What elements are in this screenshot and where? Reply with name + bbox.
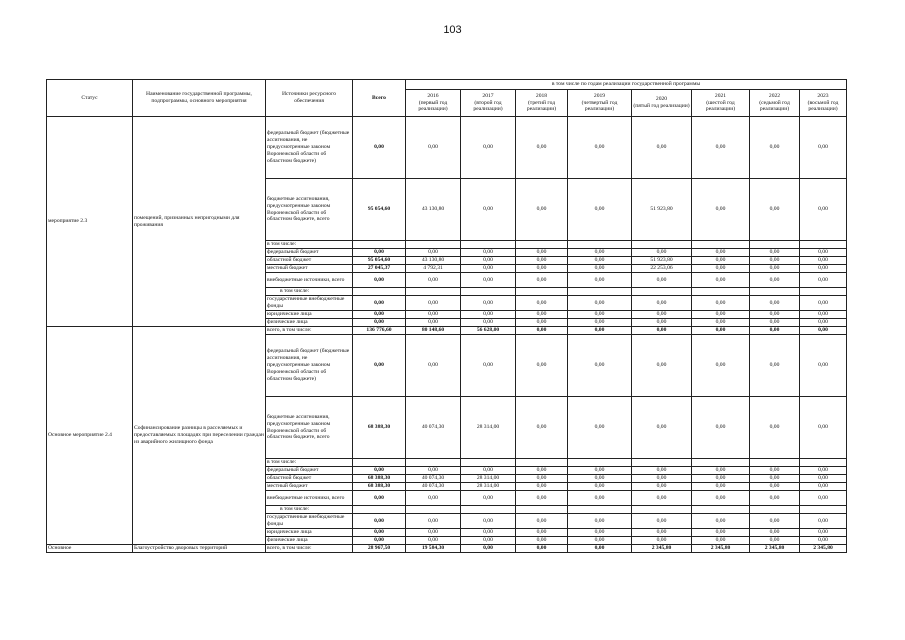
header-year-number: 2018 xyxy=(535,92,548,99)
year-value-cell xyxy=(461,506,516,514)
year-value-cell: 40 074,30 xyxy=(406,475,461,483)
year-value-cell: 0,00 xyxy=(800,537,847,545)
total-cell xyxy=(353,506,406,514)
total-cell: 68 388,30 xyxy=(353,483,406,491)
year-value-cell: 0,00 xyxy=(406,249,461,257)
total-cell: 0,00 xyxy=(353,319,406,327)
total-cell: 0,00 xyxy=(353,514,406,529)
year-value-cell: 0,00 xyxy=(461,311,516,319)
header-year-2018 xyxy=(516,90,568,117)
total-cell: 68 388,30 xyxy=(353,475,406,483)
source-cell: местный бюджет xyxy=(266,483,353,491)
year-value-cell: 0,00 xyxy=(692,273,750,288)
year-value-cell: 0,00 xyxy=(516,514,568,529)
header-year-number: 2020 xyxy=(655,96,668,103)
source-cell: физические лица xyxy=(266,319,353,327)
year-value-cell: 0,00 xyxy=(406,311,461,319)
year-value-cell: 0,00 xyxy=(461,537,516,545)
year-value-cell: 2 345,80 xyxy=(632,545,692,553)
year-value-cell: 0,00 xyxy=(632,249,692,257)
year-value-cell: 0,00 xyxy=(632,491,692,506)
year-value-cell: 51 923,80 xyxy=(632,257,692,265)
year-value-cell: 0,00 xyxy=(800,397,847,459)
year-value-cell: 0,00 xyxy=(692,537,750,545)
year-value-cell: 0,00 xyxy=(516,311,568,319)
source-cell: физические лица xyxy=(266,537,353,545)
year-value-cell: 0,00 xyxy=(516,273,568,288)
header-year-label: (восьмой год реализации) xyxy=(807,99,839,113)
year-value-cell: 0,00 xyxy=(800,273,847,288)
year-value-cell: 0,00 xyxy=(568,545,632,553)
year-value-cell xyxy=(516,288,568,296)
year-value-cell: 0,00 xyxy=(692,529,750,537)
year-value-cell: 0,00 xyxy=(568,249,632,257)
year-value-cell: 0,00 xyxy=(568,257,632,265)
source-cell: федеральный бюджет xyxy=(266,249,353,257)
year-value-cell: 2 345,80 xyxy=(692,545,750,553)
year-value-cell xyxy=(406,241,461,249)
year-value-cell: 0,00 xyxy=(568,265,632,273)
year-value-cell: 0,00 xyxy=(632,467,692,475)
header-year-label: (второй год реализации) xyxy=(473,99,503,113)
year-value-cell: 0,00 xyxy=(516,475,568,483)
total-cell: 0,00 xyxy=(353,529,406,537)
header-year-number: 2016 xyxy=(427,92,439,99)
year-value-cell: 0,00 xyxy=(750,483,800,491)
year-value-cell: 0,00 xyxy=(750,475,800,483)
year-value-cell: 0,00 xyxy=(568,296,632,311)
header-year-2019 xyxy=(568,90,632,117)
total-cell: 0,00 xyxy=(353,273,406,288)
year-value-cell: 0,00 xyxy=(461,296,516,311)
source-cell: федеральный бюджет (бюджетные ассигнования, не предусмотренные законом Воронежской области об областном бюджете) xyxy=(266,335,353,397)
year-value-cell: 0,00 xyxy=(516,327,568,335)
year-value-cell xyxy=(406,506,461,514)
status-cell: мероприятие 2.3 xyxy=(47,117,133,327)
year-value-cell: 0,00 xyxy=(632,483,692,491)
year-value-cell: 0,00 xyxy=(406,491,461,506)
status-cell: Основное мероприятие 2.4 xyxy=(47,327,133,545)
year-value-cell: 0,00 xyxy=(632,327,692,335)
header-year-2016 xyxy=(406,90,461,117)
total-cell: 28 967,50 xyxy=(353,545,406,553)
year-value-cell: 0,00 xyxy=(692,397,750,459)
year-value-cell: 0,00 xyxy=(632,529,692,537)
year-value-cell: 0,00 xyxy=(692,311,750,319)
year-value-cell: 40 074,30 xyxy=(406,483,461,491)
header-year-label: (третий год реализации) xyxy=(526,99,557,113)
year-value-cell: 0,00 xyxy=(750,179,800,241)
year-value-cell: 0,00 xyxy=(516,467,568,475)
year-value-cell: 0,00 xyxy=(750,514,800,529)
year-value-cell: 0,00 xyxy=(800,265,847,273)
source-cell: всего, в том числе: xyxy=(266,327,353,335)
program-name-cell: Благоустройство дворовых территорий xyxy=(133,545,266,553)
year-value-cell: 0,00 xyxy=(632,335,692,397)
program-name-cell: помещений, признанных непригодными для проживания xyxy=(133,117,266,327)
header-year-2017 xyxy=(461,90,516,117)
year-value-cell xyxy=(800,288,847,296)
total-cell: 68 388,30 xyxy=(353,397,406,459)
header-program-name: Наименование государственной программы, подпрограммы, основного мероприятия xyxy=(133,80,266,117)
source-cell: местный бюджет xyxy=(266,265,353,273)
year-value-cell xyxy=(406,288,461,296)
year-value-cell: 0,00 xyxy=(692,319,750,327)
year-value-cell: 0,00 xyxy=(568,335,632,397)
year-value-cell: 0,00 xyxy=(632,296,692,311)
header-year-2021 xyxy=(692,90,750,117)
year-value-cell xyxy=(516,459,568,467)
year-value-cell: 0,00 xyxy=(516,257,568,265)
source-cell: бюджетные ассигнования, предусмотренные законом Воронежской области об областном бюджете, всего xyxy=(266,397,353,459)
header-status: Статус xyxy=(47,80,133,117)
header-year-number: 2017 xyxy=(482,92,494,99)
year-value-cell: 0,00 xyxy=(800,257,847,265)
year-value-cell: 0,00 xyxy=(750,319,800,327)
total-cell: 0,00 xyxy=(353,467,406,475)
source-cell: бюджетные ассигнования, предусмотренные законом Воронежской области об областном бюджете, всего xyxy=(266,179,353,241)
year-value-cell xyxy=(568,241,632,249)
total-cell xyxy=(353,288,406,296)
source-cell: внебюджетные источники, всего xyxy=(266,273,353,288)
year-value-cell: 0,00 xyxy=(692,257,750,265)
source-cell: в том числе: xyxy=(266,241,353,249)
year-value-cell: 40 074,30 xyxy=(406,397,461,459)
year-value-cell: 0,00 xyxy=(516,491,568,506)
year-value-cell: 0,00 xyxy=(800,249,847,257)
year-value-cell: 28 314,00 xyxy=(461,475,516,483)
year-value-cell: 0,00 xyxy=(800,483,847,491)
year-value-cell: 0,00 xyxy=(692,514,750,529)
year-value-cell: 0,00 xyxy=(461,273,516,288)
year-value-cell: 28 314,00 xyxy=(461,483,516,491)
header-year-2020 xyxy=(632,90,692,117)
year-value-cell xyxy=(568,506,632,514)
year-value-cell: 22 253,06 xyxy=(632,265,692,273)
year-value-cell: 0,00 xyxy=(568,483,632,491)
year-value-cell: 0,00 xyxy=(750,273,800,288)
year-value-cell: 0,00 xyxy=(800,475,847,483)
year-value-cell: 0,00 xyxy=(800,491,847,506)
header-sources: Источники ресурсного обеспечения xyxy=(266,80,353,117)
year-value-cell: 0,00 xyxy=(750,257,800,265)
year-value-cell xyxy=(750,506,800,514)
year-value-cell: 0,00 xyxy=(800,327,847,335)
year-value-cell xyxy=(632,288,692,296)
year-value-cell: 0,00 xyxy=(750,296,800,311)
source-cell: юридические лица xyxy=(266,311,353,319)
status-cell: Основное xyxy=(47,545,133,553)
year-value-cell: 19 584,30 xyxy=(406,545,461,553)
year-value-cell xyxy=(800,506,847,514)
year-value-cell: 0,00 xyxy=(632,117,692,179)
year-value-cell: 0,00 xyxy=(406,529,461,537)
year-value-cell: 0,00 xyxy=(406,467,461,475)
year-value-cell: 0,00 xyxy=(692,475,750,483)
year-value-cell xyxy=(516,241,568,249)
total-cell: 0,00 xyxy=(353,117,406,179)
header-year-number: 2019 xyxy=(593,92,606,99)
year-value-cell xyxy=(461,241,516,249)
total-cell: 27 045,37 xyxy=(353,265,406,273)
year-value-cell: 0,00 xyxy=(568,467,632,475)
year-value-cell: 0,00 xyxy=(568,311,632,319)
year-value-cell: 0,00 xyxy=(692,467,750,475)
year-value-cell xyxy=(461,288,516,296)
year-value-cell xyxy=(800,459,847,467)
year-value-cell: 0,00 xyxy=(568,537,632,545)
year-value-cell xyxy=(750,288,800,296)
year-value-cell: 0,00 xyxy=(406,319,461,327)
year-value-cell: 0,00 xyxy=(568,491,632,506)
year-value-cell: 4 792,31 xyxy=(406,265,461,273)
year-value-cell: 0,00 xyxy=(632,397,692,459)
year-value-cell: 0,00 xyxy=(800,296,847,311)
total-cell: 0,00 xyxy=(353,311,406,319)
year-value-cell xyxy=(568,459,632,467)
year-value-cell: 0,00 xyxy=(692,179,750,241)
source-cell: внебюджетные источники, всего xyxy=(266,491,353,506)
source-cell: областной бюджет xyxy=(266,257,353,265)
year-value-cell: 0,00 xyxy=(568,319,632,327)
total-cell: 95 054,60 xyxy=(353,179,406,241)
year-value-cell: 0,00 xyxy=(461,545,516,553)
year-value-cell: 0,00 xyxy=(406,296,461,311)
year-value-cell: 0,00 xyxy=(568,529,632,537)
year-value-cell xyxy=(632,459,692,467)
year-value-cell: 0,00 xyxy=(516,483,568,491)
source-cell: юридические лица xyxy=(266,529,353,537)
year-value-cell: 0,00 xyxy=(461,514,516,529)
total-cell: 0,00 xyxy=(353,537,406,545)
source-cell: в том числе: xyxy=(266,459,353,467)
source-cell: федеральный бюджет xyxy=(266,467,353,475)
year-value-cell: 0,00 xyxy=(516,397,568,459)
total-cell: 0,00 xyxy=(353,491,406,506)
total-cell: 0,00 xyxy=(353,249,406,257)
year-value-cell: 0,00 xyxy=(692,249,750,257)
year-value-cell: 0,00 xyxy=(800,467,847,475)
table-row xyxy=(47,545,847,553)
year-value-cell xyxy=(750,241,800,249)
budget-table xyxy=(46,79,847,553)
header-total: Всего xyxy=(353,80,406,117)
year-value-cell: 0,00 xyxy=(568,397,632,459)
year-value-cell: 43 130,80 xyxy=(406,257,461,265)
year-value-cell: 0,00 xyxy=(800,529,847,537)
year-value-cell: 0,00 xyxy=(406,273,461,288)
year-value-cell: 0,00 xyxy=(568,179,632,241)
year-value-cell: 2 345,80 xyxy=(750,545,800,553)
year-value-cell: 0,00 xyxy=(750,537,800,545)
header-year-2023 xyxy=(800,90,847,117)
year-value-cell: 0,00 xyxy=(516,179,568,241)
year-value-cell: 0,00 xyxy=(750,335,800,397)
year-value-cell: 0,00 xyxy=(516,529,568,537)
header-year-label: (четвертый год реализации) xyxy=(581,99,618,113)
year-value-cell: 0,00 xyxy=(461,257,516,265)
year-value-cell: 0,00 xyxy=(692,296,750,311)
total-cell: 0,00 xyxy=(353,296,406,311)
year-value-cell: 0,00 xyxy=(750,117,800,179)
year-value-cell: 0,00 xyxy=(568,273,632,288)
header-year-label: (первый год реализации) xyxy=(418,99,448,113)
year-value-cell: 0,00 xyxy=(800,335,847,397)
year-value-cell xyxy=(750,459,800,467)
total-cell xyxy=(353,241,406,249)
header-year-label: (седьмой год реализации) xyxy=(759,99,790,113)
total-cell: 95 054,60 xyxy=(353,257,406,265)
year-value-cell xyxy=(692,241,750,249)
year-value-cell: 0,00 xyxy=(516,537,568,545)
year-value-cell xyxy=(800,241,847,249)
year-value-cell: 0,00 xyxy=(750,265,800,273)
year-value-cell: 0,00 xyxy=(632,319,692,327)
year-value-cell: 0,00 xyxy=(692,265,750,273)
header-year-label: (шестой год реализации) xyxy=(705,99,736,113)
year-value-cell: 0,00 xyxy=(516,335,568,397)
table-row xyxy=(47,117,847,179)
year-value-cell: 0,00 xyxy=(750,311,800,319)
year-value-cell: 0,00 xyxy=(750,491,800,506)
year-value-cell xyxy=(461,459,516,467)
year-value-cell: 0,00 xyxy=(750,327,800,335)
year-value-cell: 51 923,80 xyxy=(632,179,692,241)
year-value-cell: 80 148,60 xyxy=(406,327,461,335)
year-value-cell: 0,00 xyxy=(800,311,847,319)
year-value-cell: 0,00 xyxy=(800,117,847,179)
year-value-cell: 0,00 xyxy=(692,335,750,397)
year-value-cell xyxy=(568,288,632,296)
year-value-cell: 0,00 xyxy=(461,179,516,241)
year-value-cell: 0,00 xyxy=(568,327,632,335)
source-cell: в том числе: xyxy=(266,288,353,296)
year-value-cell: 0,00 xyxy=(568,117,632,179)
year-value-cell: 0,00 xyxy=(461,249,516,257)
year-value-cell: 0,00 xyxy=(750,467,800,475)
year-value-cell: 0,00 xyxy=(461,529,516,537)
year-value-cell: 0,00 xyxy=(692,327,750,335)
year-value-cell: 0,00 xyxy=(516,265,568,273)
year-value-cell: 0,00 xyxy=(461,467,516,475)
year-value-cell: 0,00 xyxy=(750,249,800,257)
year-value-cell: 0,00 xyxy=(632,311,692,319)
year-value-cell: 0,00 xyxy=(750,397,800,459)
year-value-cell: 0,00 xyxy=(632,273,692,288)
year-value-cell: 0,00 xyxy=(568,514,632,529)
year-value-cell: 0,00 xyxy=(692,483,750,491)
table-row xyxy=(47,327,847,335)
year-value-cell: 0,00 xyxy=(516,319,568,327)
year-value-cell xyxy=(406,459,461,467)
year-value-cell: 2 345,80 xyxy=(800,545,847,553)
year-value-cell: 0,00 xyxy=(461,491,516,506)
year-value-cell: 0,00 xyxy=(516,249,568,257)
year-value-cell: 56 628,00 xyxy=(461,327,516,335)
year-value-cell: 0,00 xyxy=(800,514,847,529)
table-body xyxy=(47,117,847,553)
year-value-cell: 0,00 xyxy=(516,296,568,311)
program-name-cell: Софинансирование разницы в расселяемых и предоставляемых площадях при переселении граждан из аварийного жилищного фонда xyxy=(133,327,266,545)
year-value-cell: 0,00 xyxy=(516,117,568,179)
header-year-number: 2021 xyxy=(714,92,727,99)
year-value-cell: 0,00 xyxy=(406,117,461,179)
year-value-cell: 0,00 xyxy=(568,475,632,483)
year-value-cell xyxy=(692,506,750,514)
year-value-cell: 0,00 xyxy=(516,545,568,553)
total-cell: 0,00 xyxy=(353,335,406,397)
year-value-cell: 0,00 xyxy=(632,514,692,529)
year-value-cell: 0,00 xyxy=(406,537,461,545)
source-cell: государственные внебюджетные фонды xyxy=(266,296,353,311)
year-value-cell: 0,00 xyxy=(692,491,750,506)
source-cell: всего, в том числе: xyxy=(266,545,353,553)
year-value-cell: 0,00 xyxy=(750,529,800,537)
table-header xyxy=(47,80,847,117)
year-value-cell: 0,00 xyxy=(461,335,516,397)
year-value-cell: 0,00 xyxy=(692,117,750,179)
year-value-cell xyxy=(516,506,568,514)
year-value-cell: 28 314,00 xyxy=(461,397,516,459)
year-value-cell: 0,00 xyxy=(461,265,516,273)
year-value-cell xyxy=(692,288,750,296)
total-cell xyxy=(353,459,406,467)
year-value-cell: 0,00 xyxy=(406,335,461,397)
header-by-years: в том числе по годам реализации государственной программы xyxy=(406,80,847,90)
year-value-cell: 0,00 xyxy=(800,319,847,327)
source-cell: в том числе: xyxy=(266,506,353,514)
header-year-label: (пятый год реализации) xyxy=(633,103,690,109)
header-year-2022 xyxy=(750,90,800,117)
year-value-cell: 0,00 xyxy=(800,179,847,241)
total-cell: 136 776,60 xyxy=(353,327,406,335)
source-cell: областной бюджет xyxy=(266,475,353,483)
year-value-cell: 43 130,80 xyxy=(406,179,461,241)
header-year-number: 2023 xyxy=(817,92,829,99)
year-value-cell xyxy=(632,506,692,514)
year-value-cell: 0,00 xyxy=(406,514,461,529)
header-year-number: 2022 xyxy=(768,92,781,99)
year-value-cell xyxy=(692,459,750,467)
year-value-cell: 0,00 xyxy=(632,475,692,483)
source-cell: государственные внебюджетные фонды xyxy=(266,514,353,529)
year-value-cell: 0,00 xyxy=(461,117,516,179)
year-value-cell: 0,00 xyxy=(461,319,516,327)
source-cell: федеральный бюджет (бюджетные ассигнования, не предусмотренные законом Воронежской области об областном бюджете) xyxy=(266,117,353,179)
year-value-cell xyxy=(632,241,692,249)
year-value-cell: 0,00 xyxy=(632,537,692,545)
page-number: 103 xyxy=(443,24,462,36)
